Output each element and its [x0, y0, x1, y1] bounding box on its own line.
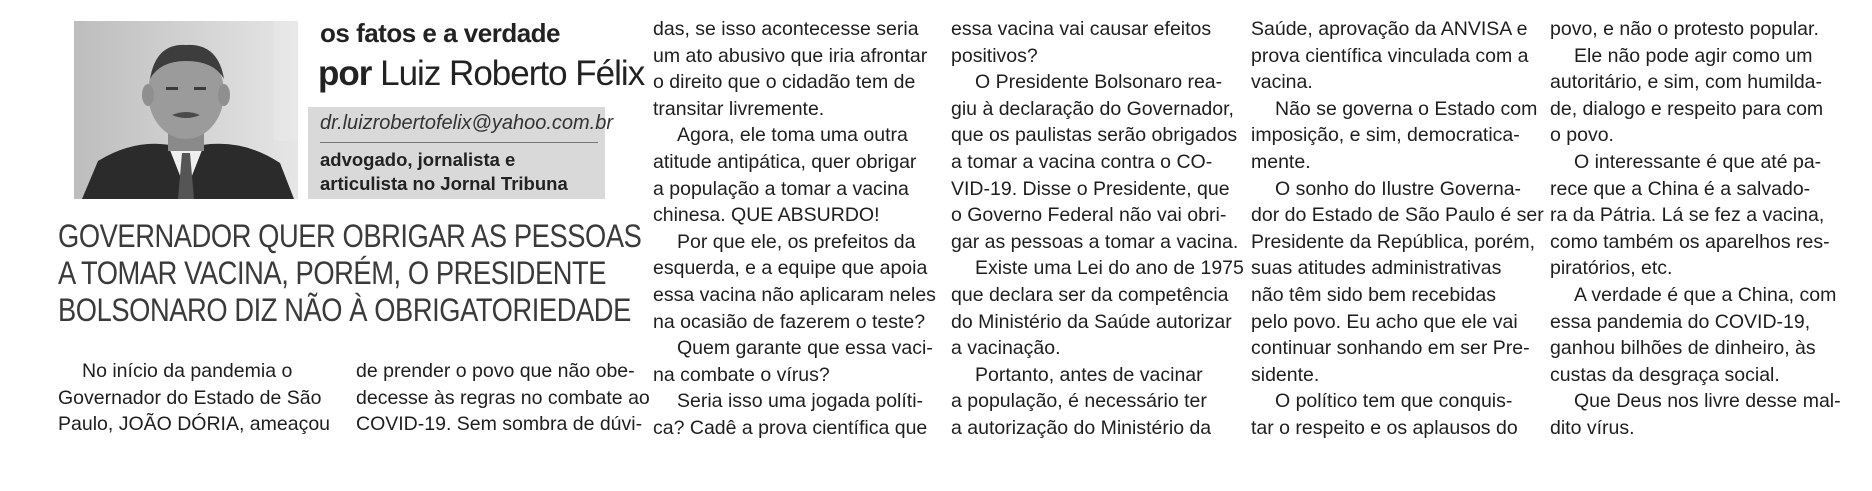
text-line: o povo. [1550, 124, 1614, 147]
text-line: Ele não pode agir como um [1574, 44, 1813, 67]
role-line: advogado, jornalista e [320, 149, 516, 170]
text-line: ca? Cadê a prova científica que [653, 416, 928, 439]
text-line: Quem garante que essa vaci- [677, 337, 933, 360]
headline-line: A TOMAR VACINA, PORÉM, O PRESIDENTE [58, 255, 607, 291]
text-line: Saúde, aprovação da ANVISA e [1251, 18, 1528, 40]
text-line: pelo povo. Eu acho que ele vai [1251, 310, 1518, 333]
text-line: ganhou bilhões de dinheiro, às [1550, 337, 1816, 360]
text-line: na ocasião de fazerem o teste? [653, 310, 926, 333]
divider [320, 142, 598, 143]
text-line: gar as pessoas a tomar a vacina. [951, 230, 1239, 253]
text-line: Agora, ele toma uma outra [677, 124, 908, 147]
text-line: um ato abusivo que iria afrontar [653, 44, 928, 67]
text-line: custas da desgraça social. [1550, 363, 1780, 386]
text-line: Paulo, JOÃO DÓRIA, ameaçou [58, 413, 331, 436]
text-line: rece que a China é a salvado- [1550, 177, 1811, 200]
text-line: tar o respeito e os aplausos do [1251, 416, 1518, 439]
headline [58, 218, 642, 329]
text-line: o direito que o cidadão tem de [653, 71, 916, 94]
text-line: piratórios, etc. [1550, 257, 1673, 280]
text-line: continuar sonhando em ser Pre- [1251, 337, 1530, 360]
text-line: a população, é necessário ter [951, 390, 1207, 413]
text-line: sidente. [1251, 363, 1320, 386]
body-column-4 [951, 16, 1244, 442]
text-line: Existe uma Lei do ano de 1975 [975, 257, 1244, 280]
text-line: das, se isso acontecesse seria [653, 18, 919, 40]
text-line: O interessante é que até pa- [1574, 150, 1822, 173]
text-line: O Presidente Bolsonaro rea- [975, 71, 1223, 94]
text-line: a população a tomar a vacina [653, 177, 909, 200]
text-line: autoritário, e sim, com humilda- [1550, 71, 1823, 94]
text-line: de, dialogo e respeito para com [1550, 97, 1824, 120]
text-line: VID-19. Disse o Presidente, que [951, 177, 1230, 200]
body-column-6 [1550, 16, 1841, 442]
author-photo [74, 21, 298, 199]
text-line: o Governo Federal não vai obri- [951, 204, 1227, 227]
body-column-5 [1251, 16, 1544, 442]
text-line: Governador do Estado de São [58, 386, 322, 409]
text-line: na combate o vírus? [653, 363, 830, 386]
headline-line: BOLSONARO DIZ NÃO À OBRIGATORIEDADE [58, 292, 631, 328]
body-column-3 [653, 16, 936, 442]
text-line: positivos? [951, 44, 1038, 67]
text-line: transitar livremente. [653, 97, 825, 120]
body-column-2 [356, 358, 650, 438]
text-line: atitude antipática, quer obrigar [653, 150, 917, 173]
text-line: decesse às regras no combate ao [356, 386, 650, 409]
body-column-1 [58, 358, 331, 438]
text-line: Portanto, antes de vacinar [975, 363, 1203, 386]
text-line: de prender o povo que não obe- [356, 360, 635, 382]
text-line: Não se governa o Estado com [1275, 97, 1538, 120]
byline [318, 54, 644, 94]
text-line: do Ministério da Saúde autorizar [951, 310, 1232, 333]
role-line: articulista no Jornal Tribuna [320, 173, 568, 194]
headline-line: GOVERNADOR QUER OBRIGAR AS PESSOAS [58, 218, 642, 254]
text-line: povo, e não o protesto popular. [1550, 18, 1819, 40]
text-line: ra da Pátria. Lá se fez a vacina, [1550, 204, 1825, 227]
text-line: O político tem que conquis- [1275, 390, 1513, 413]
column-tagline: os fatos e a verdade [320, 18, 560, 48]
text-line: a tomar a vacina contra o CO- [951, 150, 1213, 173]
text-line: esquerda, e a equipe que apoia [653, 257, 928, 280]
author-email[interactable]: dr.luizrobertofelix@yahoo.com.br [320, 112, 614, 134]
text-line: Que Deus nos livre desse mal- [1574, 390, 1841, 413]
text-line: O sonho do Ilustre Governa- [1275, 177, 1522, 200]
text-line: suas atitudes administrativas [1251, 257, 1502, 280]
text-line: dor do Estado de São Paulo é ser [1251, 204, 1544, 227]
byline-prefix: por [318, 54, 372, 93]
text-line: Presidente da República, porém, [1251, 230, 1535, 253]
text-line: essa pandemia do COVID-19, [1550, 310, 1811, 333]
text-line: vacina. [1251, 71, 1313, 94]
text-line: essa vacina vai causar efeitos [951, 18, 1212, 40]
text-line: Seria isso uma jogada políti- [677, 390, 924, 413]
text-line: dito vírus. [1550, 416, 1635, 439]
text-line: No início da pandemia o [82, 360, 293, 382]
text-line: que declara ser da competência [951, 283, 1229, 306]
text-line: Por que ele, os prefeitos da [677, 230, 916, 253]
author-role [320, 148, 568, 196]
text-line: chinesa. QUE ABSURDO! [653, 204, 880, 227]
text-line: prova científica vinculada com a [1251, 44, 1529, 67]
text-line: giu à declaração do Governador, [951, 97, 1234, 120]
text-line: imposição, e sim, democratica- [1251, 124, 1520, 147]
author-name: Luiz Roberto Félix [380, 54, 645, 93]
text-line: a vacinação. [951, 337, 1061, 360]
text-line: a autorização do Ministério da [951, 416, 1212, 439]
text-line: mente. [1251, 150, 1311, 173]
text-line: COVID-19. Sem sombra de dúvi- [356, 413, 643, 436]
text-line: não têm sido bem recebidas [1251, 283, 1496, 306]
text-line: A verdade é que a China, com [1574, 283, 1837, 306]
text-line: como também os aparelhos res- [1550, 230, 1830, 253]
text-line: essa vacina não aplicaram neles [653, 283, 936, 306]
text-line: que os paulistas serão obrigados [951, 124, 1238, 147]
